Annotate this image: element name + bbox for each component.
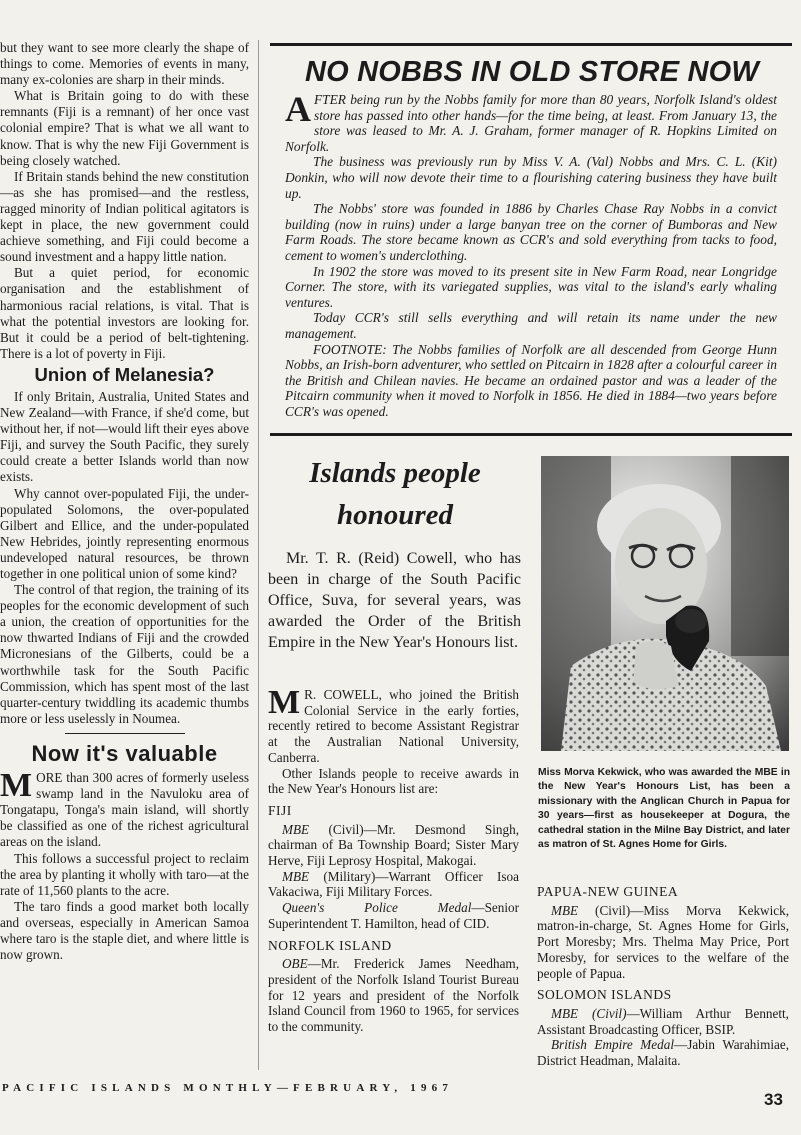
honour-entry: MBE (Civil)—Mr. Desmond Singh, chairman of Ba Township Board; Sister Mary Herve, Fiji Leprosy Hospital, Makogai.	[268, 821, 519, 869]
paragraph: M R. COWELL, who joined the British Colonial Service in the early forties, recently retired to become Assistant Registrar at the Australian National University, Canberra.	[268, 684, 519, 765]
paragraph: Why cannot over-populated Fiji, the under-populated Solomons, the over-populated Gilbert and Ellice, and the under-populated New Hebrides, jointly representing enormous undeveloped natural resources, be thrown together in one political union of some kind?	[0, 485, 249, 581]
paragraph: The taro finds a good market both locally and overseas, especially in American Samoa where taro is the staple diet, and where little is now grown.	[0, 898, 249, 963]
section-heading-png: PAPUA-NEW GUINEA	[537, 884, 679, 899]
honour-entry: MBE (Military)—Warrant Officer Isoa Vakaciwa, Fiji Military Forces.	[268, 868, 519, 900]
union-heading: Union of Melanesia?	[34, 363, 215, 385]
paragraph: The Nobbs' store was founded in 1886 by Charles Chase Ray Nobbs in a convict building (now in ruins) under a large banyan tree on the corner of Bumboras and New Farm Roads. The store became known as CCR's and sold everything from tacks to food, cement to women's underclothing.	[285, 201, 777, 263]
honour-entry: MBE (Civil)—Miss Morva Kekwick, matron-in-charge, St. Agnes Home for Girls, Port Moresby; Mrs. Thelma May Price, Port Moresby, for services to the welfare of the people of Papua.	[537, 902, 789, 981]
section-heading-solomon: SOLOMON ISLANDS	[537, 987, 672, 1003]
photo-caption: Miss Morva Kekwick, who was awarded the MBE in the New Year's Honours List, has been a missionary with the Anglican Church in Papua for 30 years—first as housekeeper at Dogura, the cathedral station in the Milne Bay District, and later as matron of St. Agnes Home for Girls.	[538, 767, 790, 851]
nobbs-headline: NO NOBBS IN OLD STORE NOW	[305, 56, 759, 88]
paragraph: This follows a successful project to reclaim the area by planting it wholly with taro—at the rate of 11,560 plants to the acre.	[0, 850, 249, 898]
paragraph: AFTER being run by the Nobbs family for more than 80 years, Norfolk Island's oldest store has passed into other hands—for the time being, at least. From January 13, the store was leased to Mr. A. J. Graham, former manager of R. Hopkins Limited on Norfolk.	[285, 89, 777, 154]
section-heading-norfolk: NORFOLK ISLAND	[268, 937, 392, 953]
valuable-heading: Now it's valuable	[31, 740, 218, 766]
portrait-photo	[541, 456, 789, 751]
dropcap: M	[268, 684, 301, 721]
honours-lead	[268, 548, 521, 653]
honours-column	[268, 684, 519, 1035]
top-rule	[270, 43, 792, 46]
dropcap: M	[0, 767, 33, 805]
honour-entry: British Empire Medal—Jabin Warahimiae, District Headman, Malaita.	[537, 1037, 789, 1069]
left-column	[0, 40, 249, 963]
honours-column-right	[537, 878, 789, 1069]
page-number: 33	[764, 1090, 783, 1109]
column-divider	[258, 40, 259, 1070]
paragraph: If Britain stands behind the new constitution—as she has promised—and the restless, ragged minority of Indian political agitators is kept in place, the new government could achieve something, and Fiji could become a sound investment and a happy little nation.	[0, 168, 249, 265]
nobbs-article	[285, 89, 777, 419]
honours-headline: Islands people honoured	[309, 457, 481, 531]
dropcap: A	[285, 89, 311, 129]
page-footer: PACIFIC ISLANDS MONTHLY—FEBRUARY, 1967	[2, 1082, 454, 1094]
bottom-rule	[270, 433, 792, 436]
paragraph: If only Britain, Australia, United States and New Zealand—with France, if she'd come, but without her, if not—would lift their eyes above Fiji, and survey the South Pacific, they surely could create a better Islands world than now exists.	[0, 388, 249, 485]
section-heading-fiji: FIJI	[268, 802, 292, 818]
lead-paragraph: Mr. T. R. (Reid) Cowell, who has been in charge of the South Pacific Office, Suva, for several years, was awarded the Order of the British Empire in the New Year's Honours list.	[268, 550, 521, 651]
paragraph: FOOTNOTE: The Nobbs families of Norfolk are all descended from George Hunn Nobbs, an Irish-born adventurer, who settled on Pitcairn in 1828 after a colourful career in the British and Chilean navies. He became an ordained pastor and was a leader of the Pitcairn community when it moved to Norfolk in 1856. He died in 1884—two years before CCR's was opened.	[285, 341, 777, 419]
paragraph: Other Islands people to receive awards in the New Year's Honours list are:	[268, 765, 519, 797]
paragraph: In 1902 the store was moved to its present site in New Farm Road, near Longridge Corner. The store, with its variegated supplies, was vital to the island's early whaling ventures.	[285, 263, 777, 310]
paragraph: What is Britain going to do with these remnants (Fiji is a remnant) of her once vast colonial empire? That is what we all want to know. That is why the new Fiji Government is being closely watched.	[0, 88, 249, 168]
paragraph: The business was previously run by Miss V. A. (Val) Nobbs and Mrs. C. L. (Kit) Donkin, who will now devote their time to a flourishing catering business they have built up.	[285, 154, 777, 201]
paragraph: MORE than 300 acres of formerly useless swamp land in the Navuloku area of Tongatapu, Tonga's main island, will shortly be classified as one of the richest agricultural areas on the island.	[0, 767, 249, 850]
honour-entry: OBE—Mr. Frederick James Needham, president of the Norfolk Island Tourist Bureau for 12 years and president of the Norfolk Island Council from 1960 to 1965, for services to the community.	[268, 956, 519, 1035]
paragraph: Today CCR's still sells everything and will retain its name under the new management.	[285, 310, 777, 341]
paragraph: but they want to see more clearly the shape of things to come. Memories of events in many, many ex-colonies are sharp in their minds.	[0, 40, 249, 88]
divider	[65, 733, 185, 734]
honour-entry: MBE (Civil)—William Arthur Bennett, Assistant Broadcasting Officer, BSIP.	[537, 1005, 789, 1037]
paragraph: The control of that region, the training of its peoples for the economic development of such a union, the creation of opportunities for the now thwarted Indians of Fiji and the crowded Micronesians of the Gilberts, could be a worthwhile task for the South Pacific Commission, which has spent most of the last quarter-century twiddling its academic thumbs more or less uselessly in Noumea.	[0, 582, 249, 726]
honour-entry: Queen's Police Medal—Senior Superintendent T. Hamilton, head of CID.	[268, 900, 519, 931]
paragraph: But a quiet period, for economic organisation and the establishment of harmonious racial relations, is vital. That is what the potential investors are looking for. But it could be a period of belt-tightening. There is a lot of poverty in Fiji.	[0, 265, 249, 361]
